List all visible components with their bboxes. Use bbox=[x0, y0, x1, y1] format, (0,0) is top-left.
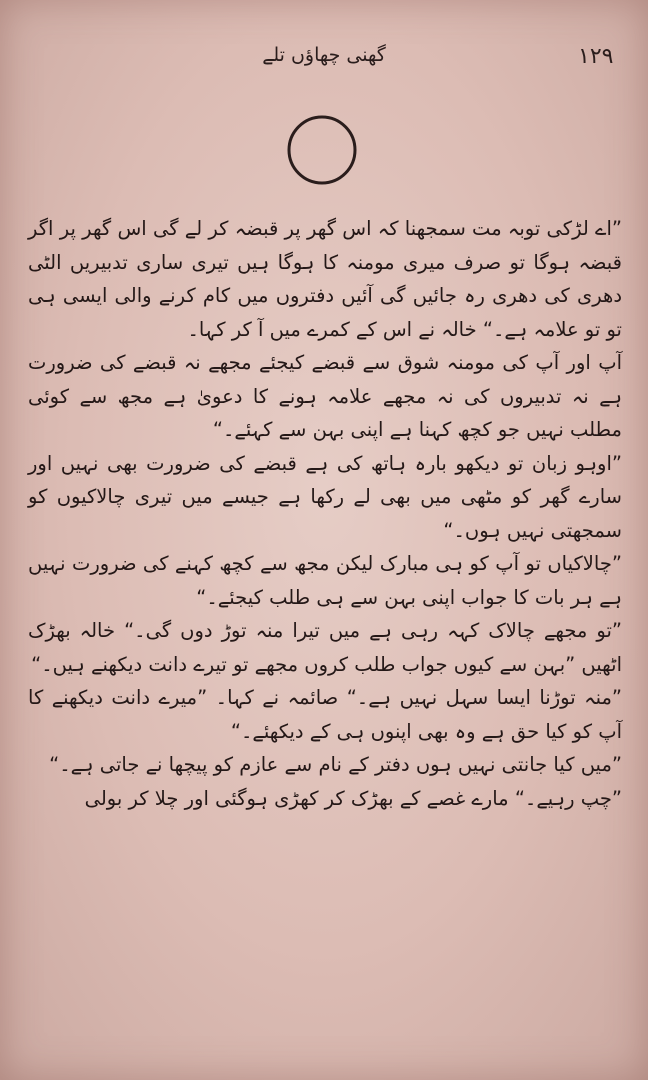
running-title: گھنی چھاؤں تلے bbox=[262, 44, 386, 66]
page-number: ١٢٩ bbox=[578, 44, 614, 69]
paragraph: ”چالاکیاں تو آپ کو ہی مبارک لیکن مجھ سے کچھ کہنے کی ضرورت نہیں ہے ہر بات کا جواب اپنی بہن سے ہی طلب کیجئے۔“ bbox=[28, 552, 622, 609]
paragraph: ”اوہو زبان تو دیکھو بارہ ہاتھ کی ہے قبضے کی ضرورت بھی نہیں اور سارے گھر کو مٹھی میں بھی لے رکھا ہے جیسے میں تیری چالاکیوں کو سمجھتی نہیں ہوں۔“ bbox=[28, 451, 622, 542]
body-text bbox=[28, 212, 622, 1062]
paragraph: ”تو مجھے چالاک کہہ رہی ہے میں تیرا منہ توڑ دوں گی۔“ خالہ بھڑک اٹھیں ”بہن سے کیوں جواب طلب کروں مجھے تو تیرے دانت دیکھنے ہیں۔“ bbox=[28, 619, 622, 676]
paragraph: ”میں کیا جانتی نہیں ہوں دفتر کے نام سے عازم کو پیچھا نے جاتی ہے۔“ bbox=[49, 753, 622, 776]
paragraph: ”اے لڑکی توبہ مت سمجھنا کہ اس گھر پر قبضہ کر لے گی اس گھر پر اگر قبضہ ہوگا تو صرف میری مومنہ کا ہوگا ہیں تیری ساری تدبیریں الٹی دھری کی دھری رہ جائیں گی آئیں دفتروں میں کام کرنے والی ایسی ہی تو تو علامہ ہے۔“ خالہ نے اس کے کمرے میں آ کر کہا۔ bbox=[28, 217, 622, 341]
circle-ornament-icon bbox=[284, 112, 360, 188]
paragraph: ”چپ رہیے۔“ مارے غصے کے بھڑک کر کھڑی ہوگئی اور چلا کر بولی bbox=[84, 786, 622, 810]
paragraph: آپ اور آپ کی مومنہ شوق سے قبضے کیجئے مجھے نہ قبضے کی ضرورت ہے نہ تدبیروں کی نہ مجھے علامہ ہونے کا دعویٰ ہے مجھ سے کوئی مطلب نہیں جو کچھ کہنا ہے اپنی بہن سے کہئے۔“ bbox=[28, 351, 622, 441]
paragraph: ”منہ توڑنا ایسا سہل نہیں ہے۔“ صائمہ نے کہا۔ ”میرے دانت دیکھنے کا آپ کو کیا حق ہے وہ بھی اپنوں ہی کے دیکھئے۔“ bbox=[28, 686, 622, 743]
